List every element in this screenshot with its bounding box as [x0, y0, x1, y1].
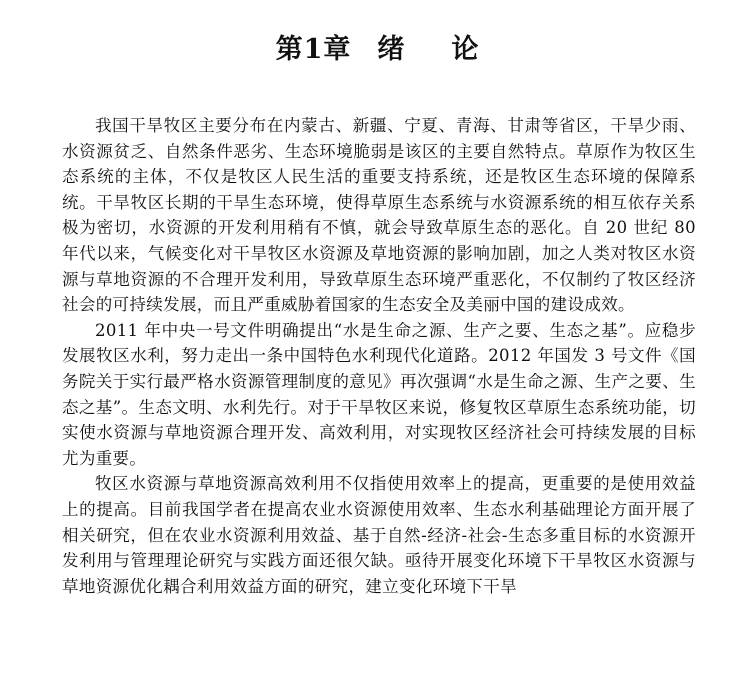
paragraph: 2011 年中央一号文件明确提出“水是生命之源、生产之要、生态之基”。应稳步发展牧区水利，努力走出一条中国特色水利现代化道路。2012 年国发 3 号文件《国务院关于实行最严格水资源管理制度的意见》再次强调“水是生命之源、生产之要、生态之基”。生态文明、水利先行。对于干旱牧区来说，修复牧区草原生态系统功能，切实使水资源与草地资源合理开发、高效利用，对实现牧区经济社会可持续发展的目标尤为重要。	[62, 320, 696, 468]
chapter-body	[62, 113, 696, 599]
chapter-number: 第1章	[275, 34, 352, 66]
chapter-title	[0, 30, 755, 70]
paragraph: 牧区水资源与草地资源高效利用不仅指使用效率上的提高，更重要的是使用效益上的提高。目前我国学者在提高农业水资源使用效率、生态水利基础理论方面开展了相关研究，但在农业水资源利用效益、基于自然-经济-社会-生态多重目标的水资源开发利用与管理理论研究与实践方面还很欠缺。亟待开展变化环境下干旱牧区水资源与草地资源优化耦合利用效益方面的研究，建立变化环境下干旱	[62, 474, 696, 596]
chapter-title-part1: 绪	[377, 34, 406, 66]
paragraph: 我国干旱牧区主要分布在内蒙古、新疆、宁夏、青海、甘肃等省区，干旱少雨、水资源贫乏、自然条件恶劣、生态环境脆弱是该区的主要自然特点。草原作为牧区生态系统的主体，不仅是牧区人民生活的重要支持系统，还是牧区生态环境的保障系统。干旱牧区长期的干旱生态环境，使得草原生态系统与水资源系统的相互依存关系极为密切，水资源的开发利用稍有不慎，就会导致草原生态的恶化。自 20 世纪 80 年代以来，气候变化对干旱牧区水资源及草地资源的影响加剧，加之人类对牧区水资源与草地资源的不合理开发利用，导致草原生态环境严重恶化，不仅制约了牧区经济社会的可持续发展，而且严重威胁着国家的生态安全及美丽中国的建设成效。	[62, 116, 696, 315]
chapter-title-part2: 论	[451, 34, 480, 66]
